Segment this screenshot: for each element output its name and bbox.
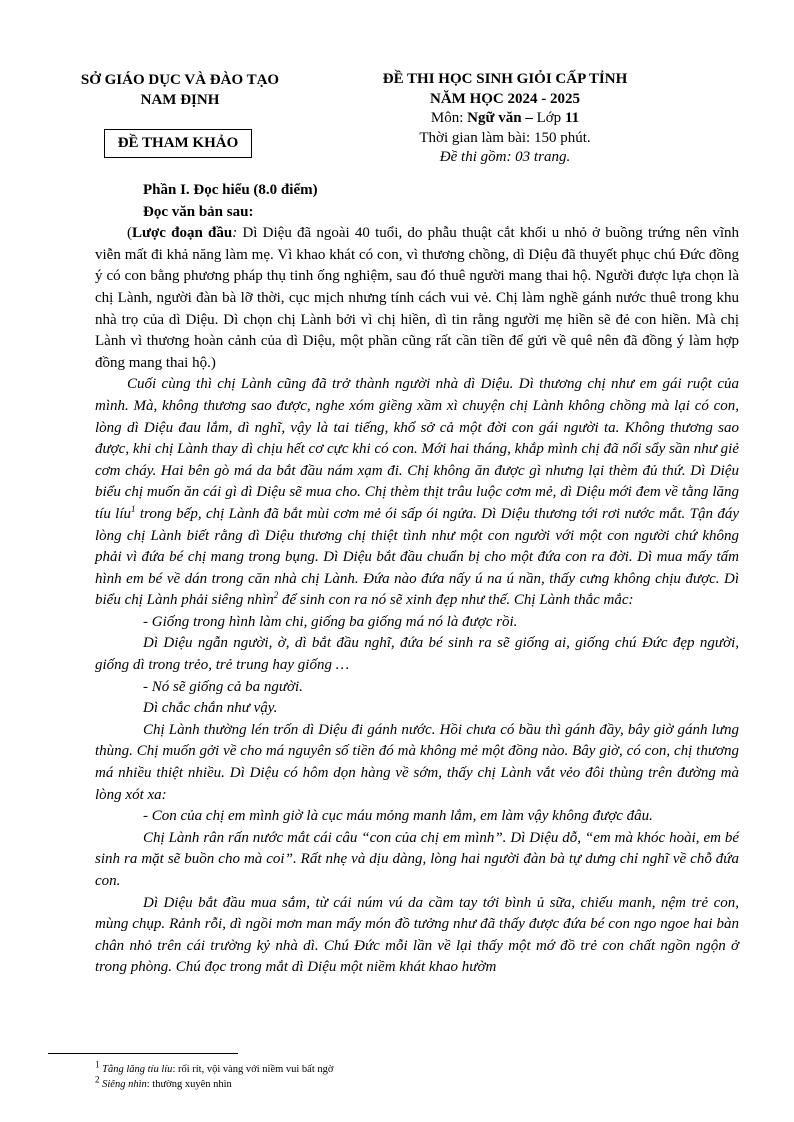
section-title: Phần I. Đọc hiểu (8.0 điểm) [143, 182, 318, 198]
footnote-mark: 1 [95, 1059, 100, 1070]
footnote-ref-2: 2 [273, 590, 279, 601]
subject-line [340, 109, 670, 129]
grade-number: 11 [564, 110, 580, 126]
summary-paragraph [95, 223, 739, 374]
footnote-term: Tằng lăng tíu líu [102, 1064, 173, 1075]
subject-name: Ngữ văn – [467, 110, 537, 126]
reference-exam-label: ĐỀ THAM KHẢO [104, 129, 252, 158]
department-name: SỞ GIÁO DỤC VÀ ĐÀO TẠO [80, 72, 280, 88]
summary-label: Lược đoạn đầu [132, 225, 233, 242]
footnote-definition: : rối rít, vội vàng với niềm vui bất ngờ [172, 1064, 334, 1075]
story-paragraph: Dì Diệu ngẫn người, ờ, dì bắt đầu nghĩ, đứa bé sinh ra sẽ giống ai, giống chú Đức đẹp người, giống dì trong trẻo, trẻ trung hay giống … [95, 635, 739, 674]
time-limit: Thời gian làm bài: 150 phút. [419, 129, 591, 146]
footnote-1 [95, 1059, 695, 1077]
story-paragraph: Dì Diệu bắt đầu mua sắm, từ cái núm vú da cầm tay tới bình ủ sữa, chiếu manh, nệm trẻ con, mùng chụp. Rảnh rỗi, dì ngồi mơn man mấy món đồ tưởng như đã thấy được đứa bé con ngo ngoe hai bàn chân nhỏ trên cái trường kỷ nhà dì. Chú Đức mỗi lần về lại thấy một mớ đồ trẻ con chất ngồn ngộn ở trong phòng. Chú đọc trong mắt dì Diệu một niềm khát khao hườm [95, 894, 739, 976]
footnote-ref-1: 1 [131, 503, 136, 514]
summary-open-paren: ( [127, 225, 132, 242]
dialogue-line: - Giống trong hình làm chi, giống ba giống má nó là được rồi. [143, 613, 518, 630]
story-paragraph: Chị Lành rân rấn nước mắt cái câu “con của chị em mình”. Dì Diệu dỗ, “em mà khóc hoài, em bé sinh ra mặt sẽ buồn cho mà coi”. Rất nhẹ và dịu dàng, lòng hai người đàn bà tự dưng chỉ nghĩ về chỗ đứa con. [95, 829, 739, 889]
footnote-mark: 2 [95, 1074, 100, 1085]
story-paragraph: Dì chắc chắn như vậy. [143, 700, 278, 717]
story-paragraph: Chị Lành thường lén trốn dì Diệu đi gánh nước. Hồi chưa có bầu thì gánh đầy, bây giờ gánh lưng thùng. Chị muốn gởi về cho má nguyên số tiền đó mà không mẻ một đồng nào. Bây giờ, có con, chị thương má nhiều thiệt nhiều. Dì Diệu có hôm dọn hàng về sớm, thấy chị Lành vắt vẻo đôi thùng trên đường mà lòng xót xa: [95, 721, 739, 803]
pages-note: Đề thi gồm: 03 trang. [439, 149, 571, 165]
footnote-definition: : thường xuyên nhìn [146, 1079, 232, 1090]
story-text: Cuối cùng thì chị Lành cũng đã trở thành người nhà dì Diệu. Dì thương chị như em gái ruột của mình. Mà, không thương sao được, nghe xóm giềng xầm xì chuyện chị Lành không chồng mà lại có con, lòng dì Diệu đau lắm, dì nghĩ, vậy là tai tiếng, khổ sở cả một đời con gái người ta. Không thương sao được, khi chị Lành thay dì chịu hết cơ cực khi có con. Mới hai tháng, khắp mình chị đã nổi sẩy sần như giẻ cơm cháy. Hai bên gò má da bắt đầu nám xạm đi. Chị không ăn được gì nhưng lại thèm đủ thứ. Dì Diệu biểu chị muốn ăn cái gì dì Diệu sẽ mua cho. Chị thèm thịt trâu luộc cơm mẻ, dì Diệu mới đem về tằng lăng tíu líu [95, 376, 739, 522]
school-year: NĂM HỌC 2024 - 2025 [430, 90, 580, 107]
footnotes [95, 1059, 695, 1092]
exam-title: ĐỀ THI HỌC SINH GIỎI CẤP TỈNH [382, 71, 628, 87]
exam-body [95, 180, 739, 979]
summary-text: Dì Diệu đã ngoài 40 tuổi, do phẫu thuật cắt khối u nhỏ ở buồng trứng nên vĩnh viễn mất đi khả năng làm mẹ. Vì khao khát có con, vì thương chồng, dì Diệu đã thuyết phục chú Đức đồng ý có con bằng phương pháp thụ tinh ống nghiệm, sau đó thuê người mang thai hộ. Người được lựa chọn là chị Lành, người đàn bà lỡ thời, cục mịch nhưng tính cách vui vẻ. Chị làm nghề gánh nước thuê trong khu nhà trọ của dì Diệu. Dì chọn chị Lành bởi vì chị hiền, dì tin rằng người mẹ hiền sẽ đẻ con hiền. Mà chị Lành vì thương hoàn cảnh của dì Diệu, một phần cũng rất cần tiền để gửi về quê nên đã đồng ý làm hợp đồng mang thai hộ.) [95, 225, 739, 371]
department-header [55, 70, 305, 110]
story-excerpt [95, 374, 739, 979]
dialogue-line: - Con của chị em mình giờ là cục máu mỏng manh lắm, em làm vậy không được đâu. [143, 808, 653, 825]
grade-prefix: Lớp [536, 110, 565, 126]
province-name: NAM ĐỊNH [140, 92, 220, 108]
footnote-divider [48, 1053, 238, 1054]
footnote-2 [95, 1074, 695, 1092]
story-paragraph [95, 374, 739, 612]
story-text: trong bếp, chị Lành đã bắt mùi cơm mẻ ói sấp ói ngửa. Dì Diệu thương tới rơi nước mắt. Tận đáy lòng chị Lành biết rằng dì Diệu thương chị thiệt tình như một con người với một con người chứ không phải vì đứa bé chị mang trong bụng. Dì Diệu bắt đầu chuẩn bị cho một đứa con ra đời. Dì mua mấy tấm hình em bé về dán trong căn nhà chị Lành. Đứa nào đứa nấy ú na ú nần, thấy cưng không chịu được. Dì biểu chị Lành phải siêng nhìn [95, 505, 739, 609]
exam-header [340, 70, 670, 168]
story-text: để sinh con ra nó sẽ xinh đẹp như thế. Chị Lành thắc mắc: [278, 592, 634, 609]
section-instruction: Đọc văn bản sau: [143, 203, 254, 220]
footnote-term: Siêng nhìn [102, 1079, 147, 1090]
dialogue-line: - Nó sẽ giống cả ba người. [143, 678, 303, 695]
summary-colon: : [232, 225, 238, 242]
subject-prefix: Môn: [430, 110, 468, 126]
